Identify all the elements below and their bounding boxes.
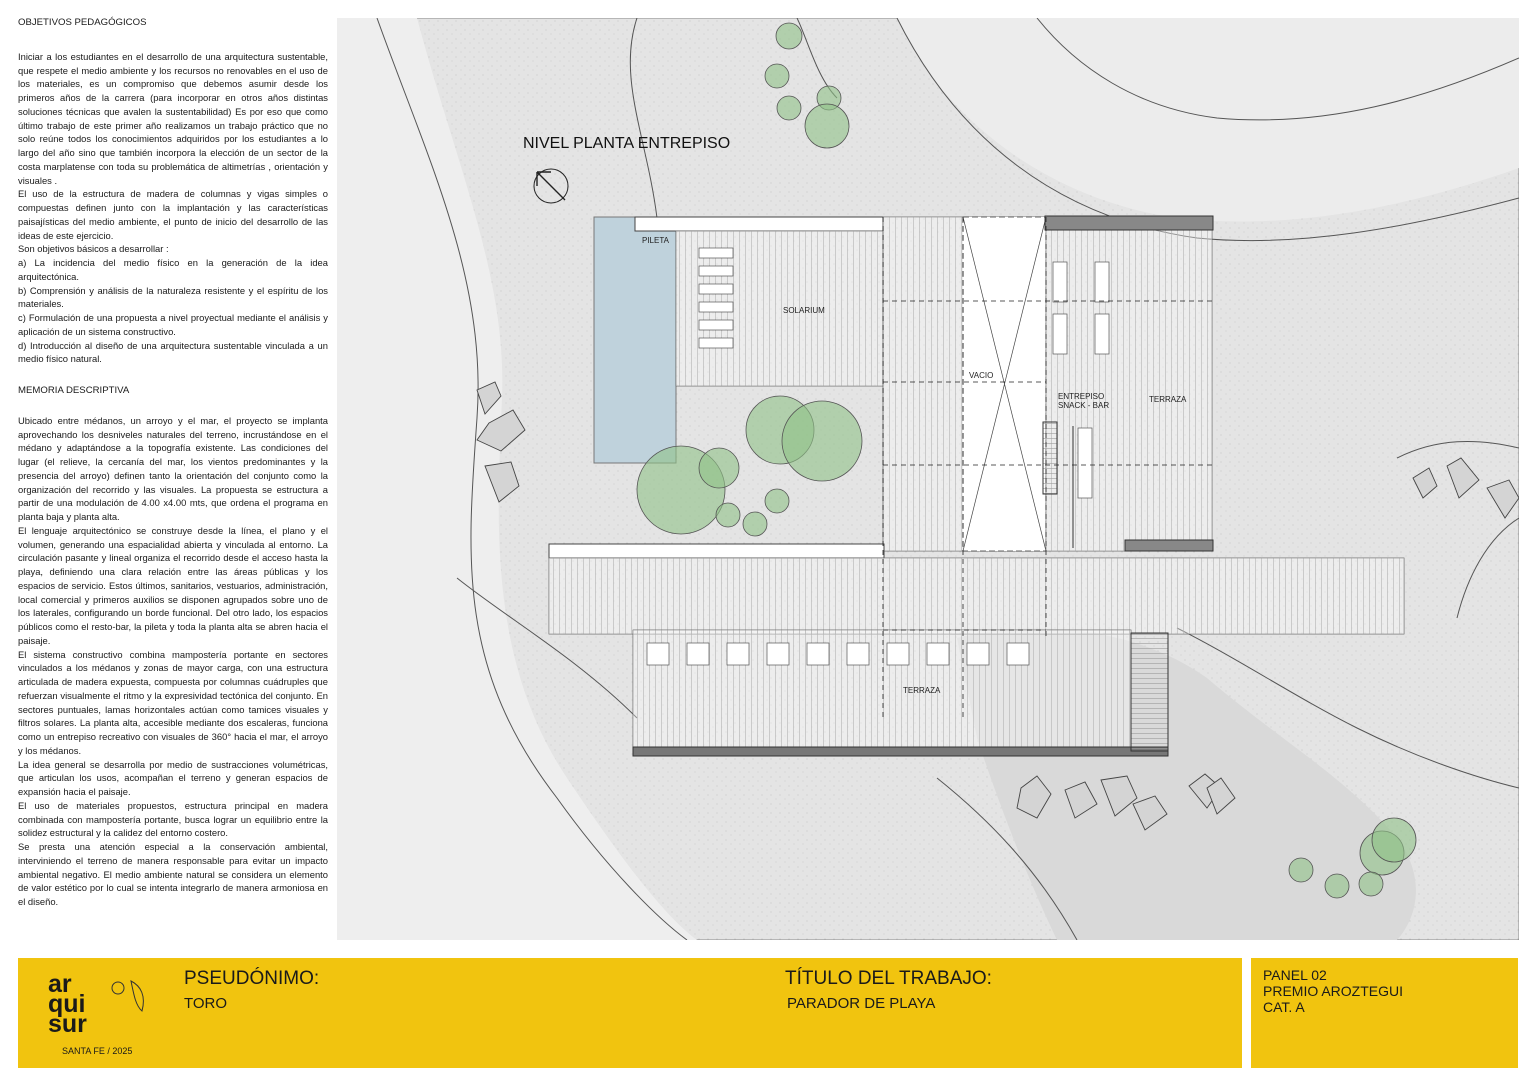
objetivos-paragraph: a) La incidencia del medio físico en la generación de la idea arquitectónica. <box>18 257 328 282</box>
pool <box>594 217 676 463</box>
arquisur-logo <box>48 968 168 1063</box>
panel-award: PREMIO AROZTEGUI <box>1263 983 1404 999</box>
label-pileta: PILETA <box>642 236 669 245</box>
objetivos-paragraph: d) Introducción al diseño de una arquitectura sustentable vinculada a un medio físico natural. <box>18 339 328 365</box>
label-entrepiso: ENTREPISO <box>1058 392 1105 401</box>
walkway-edge <box>549 544 884 558</box>
south-stair <box>1131 633 1168 751</box>
label-solarium: SOLARIUM <box>783 306 825 315</box>
pseudonimo-value: TORO <box>184 995 228 1012</box>
panel-category: CAT. A <box>1263 999 1305 1015</box>
label-snack-bar: SNACK - BAR <box>1058 401 1110 410</box>
footer-panel <box>1251 958 1518 1068</box>
objetivos-paragraph: Son objetivos básicos a desarrollar : <box>18 243 169 255</box>
pseudonimo-label: PSEUDÓNIMO: <box>184 968 320 989</box>
logo-word-line: sur <box>48 1010 87 1038</box>
memoria-paragraph: El uso de materiales propuestos, estructura principal en madera combinada con mampostería portante, busca lograr un equilibrio entre la solidez estructural y la calidez del entorno costero. <box>18 799 328 839</box>
objetivos-paragraph: Iniciar a los estudiantes en el desarrollo de una arquitectura sustentable, que respete el medio ambiente y los recursos no renovables en el uso de los materiales, es un compromiso que debemos asumir desde los primeros años de la carrera (para incorporar en otros años distintas soluciones técnicas que avalen la sustentabilidad) Es por eso que como último trabajo de este primer año realizamos un trabajo práctico que no solo reúne todos los conocimientos adquiridos por los estudiantes a lo largo del año sino que también incorpora la elección de un sector de la costa marplatense con toda su problemática de altimetrías , orientación y visuales . <box>18 50 328 186</box>
floor-plan <box>337 18 1519 940</box>
floor-plan-drawing <box>337 18 1519 940</box>
plan-title: NIVEL PLANTA ENTREPISO <box>523 135 731 152</box>
objetivos-paragraph: b) Comprensión y análisis de la naturaleza resistente y el espíritu de los materiales. <box>18 284 328 310</box>
memoria-paragraph: Ubicado entre médanos, un arroyo y el mar, el proyecto se implanta aprovechando los desniveles naturales del terreno, incrustándose en el médano y adaptándose a la topografía existente. Las condiciones del lugar (el relieve, la cercanía del mar, los vientos predominantes y la presencia del arroyo) definen tanto la orientación del conjunto como la organización del recorrido y las visuales. La propuesta se estructura a partir de una modulación de 4.00 x4.00 mts, que ordena el programa en planta baja y planta alta. <box>18 414 328 522</box>
panel-number: PANEL 02 <box>1263 967 1327 983</box>
label-vacio: VACIO <box>969 371 994 380</box>
panel-info <box>1263 967 1403 1015</box>
memoria-paragraph: El sistema constructivo combina mampostería portante en sectores vinculados a los médanos y zonas de mayor carga, con una estructura articulada de madera expuesta, compuesta por columnas cuádruples que refuerzan visualmente el ritmo y la expresividad tectónica del conjunto. En sectores puntuales, lamas horizontales actúan como tamices visuales y filtros solares. La planta alta, accesible mediante dos escaleras, funciona como un entrepiso recreativo con visuales de 360° hacia el mar, el arroyo y los médanos. <box>18 648 328 756</box>
south-terrace-wall <box>633 747 1168 756</box>
titulo-value: PARADOR DE PLAYA <box>787 995 936 1012</box>
memoria-heading: MEMORIA DESCRIPTIVA <box>18 385 130 396</box>
logo-map-icon <box>106 976 156 1016</box>
label-terraza-east: TERRAZA <box>1149 395 1187 404</box>
titulo-label: TÍTULO DEL TRABAJO: <box>785 968 992 989</box>
pool-edge <box>635 217 883 231</box>
snack-bar-bottom-wall <box>1125 540 1213 551</box>
logo-word-line: ar <box>48 970 72 998</box>
snack-bar-top-wall <box>1045 216 1213 230</box>
label-terraza-south: TERRAZA <box>903 686 941 695</box>
objetivos-paragraph: El uso de la estructura de madera de columnas y vigas simples o compuestas definen junto con la implantación y las características paisajísticas del medio ambiente, el punto de inicio del desarrollo de las ideas de este ejercicio. <box>18 188 328 241</box>
logo-word-line: qui <box>48 990 86 1018</box>
memoria-paragraph: El lenguaje arquitectónico se construye desde la línea, el plano y el volumen, generando una espacialidad abierta y vinculada al entorno. La circulación pasante y lineal organiza el recorrido desde el acceso hasta la playa, definiendo una clara relación entre las áreas públicas y los espacios de servicio. Estos últimos, sanitarios, vestuarios, administración, local comercial y primeros auxilios se disponen agrupados sobre uno de los laterales, configurando un borde funcional. Del otro lado, los espacios públicos como el resto-bar, la pileta y toda la planta alta se abren hacia el paisaje. <box>18 524 328 646</box>
footer-main <box>18 958 1242 1068</box>
staircase <box>1043 422 1057 494</box>
memoria-paragraph: Se presta una atención especial a la conservación ambiental, interviniendo el terreno de manera responsable para evitar un impacto ambiental negativo. El medio ambiente natural se considera un elemento de valor estético por lo cual se intenta integrarlo de manera armoniosa en el diseño. <box>18 841 328 907</box>
objetivos-heading: OBJETIVOS PEDAGÓGICOS <box>18 17 147 28</box>
logo-location: SANTA FE / 2025 <box>62 1046 133 1056</box>
memoria-paragraph: La idea general se desarrolla por medio de sustracciones volumétricas, que articulan los usos, acompañan el terreno y generan espacios de expansión hacia el paisaje. <box>18 758 328 797</box>
text-column <box>18 16 328 936</box>
objetivos-paragraph: c) Formulación de una propuesta a nivel proyectual mediante el análisis y aplicación de un sistema constructivo. <box>18 312 328 337</box>
